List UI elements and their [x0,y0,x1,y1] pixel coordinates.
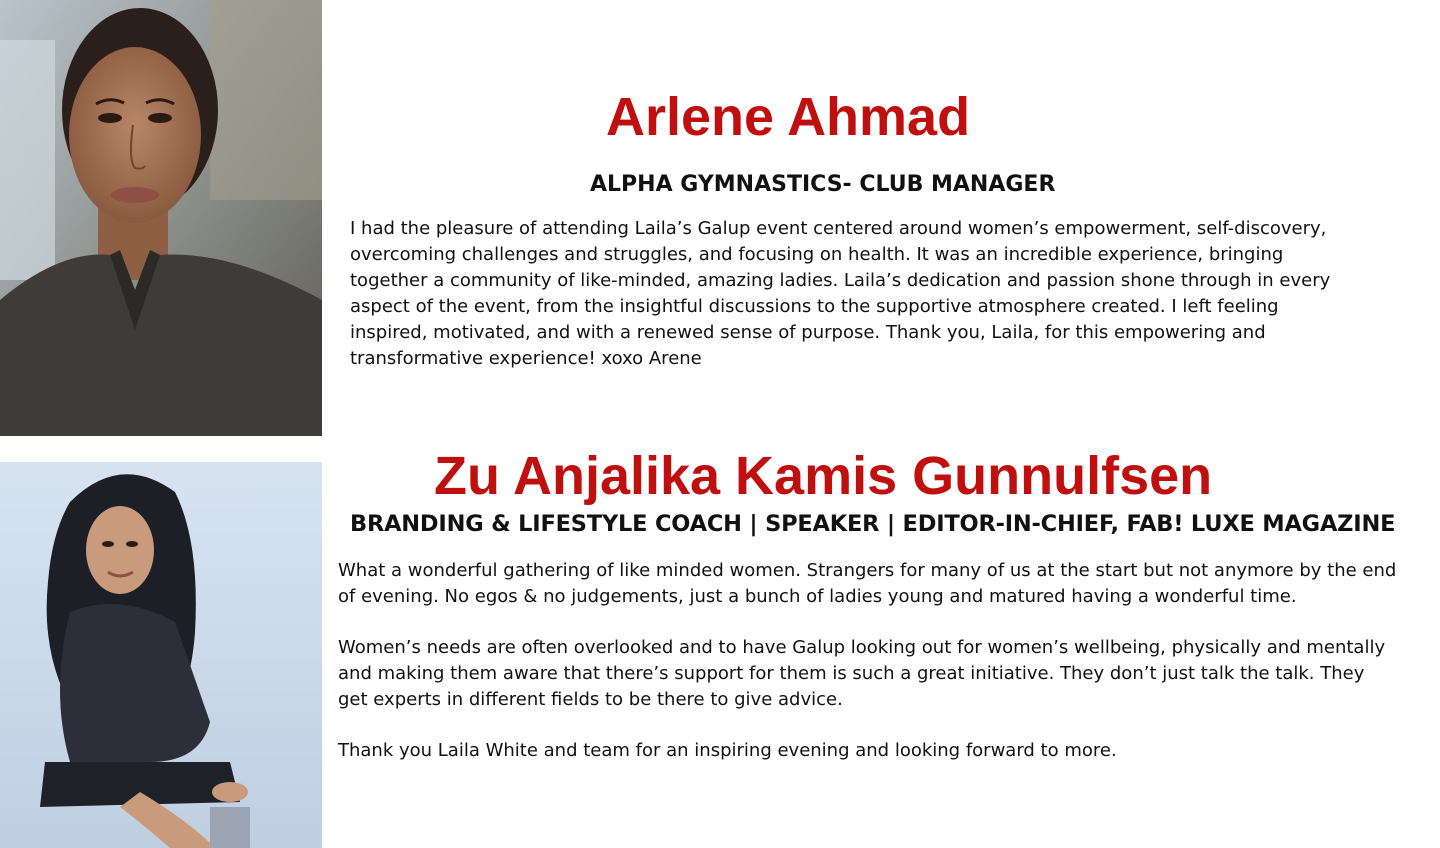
testimonial-role: BRANDING & LIFESTYLE COACH | SPEAKER | EDITOR-IN-CHIEF, FAB! LUXE MAGAZINE [350,511,1396,537]
testimonial-name: Zu Anjalika Kamis Gunnulfsen [434,446,1213,506]
testimonial-quote: What a wonderful gathering of like minded women. Strangers for many of us at the start but not anymore by the end of evening. No egos & no judgements, just a bunch of ladies young and matured having a wonderful time. [338,560,1397,607]
testimonial-name: Arlene Ahmad [606,87,971,147]
testimonial-quote: I had the pleasure of attending Laila’s Galup event centered around women’s empowerment, self-discovery, overcoming challenges and struggles, and focusing on health. It was an incredible experience, bringing together a community of like-minded, amazing ladies. Laila’s dedication and passion shone through in every aspect of the event, from the insightful discussions to the supportive atmosphere created. I left feeling inspired, motivated, and with a renewed sense of purpose. Thank you, Laila, for this empowering and transformative experience! xoxo Arene [350,218,1331,369]
testimonial-role: ALPHA GYMNASTICS- CLUB MANAGER [590,172,1056,197]
portrait-photo-zu-anjalika [0,462,322,848]
testimonial-quote: Women’s needs are often overlooked and to have Galup looking out for women’s wellbeing, physically and mentally and making them aware that there’s support for them is such a great initiative. They don’t just talk the talk. They get experts in different fields to be there to give advice. [338,637,1386,710]
testimonial-quote: Thank you Laila White and team for an inspiring evening and looking forward to more. [338,740,1117,761]
portrait-photo-arlene [0,0,322,436]
